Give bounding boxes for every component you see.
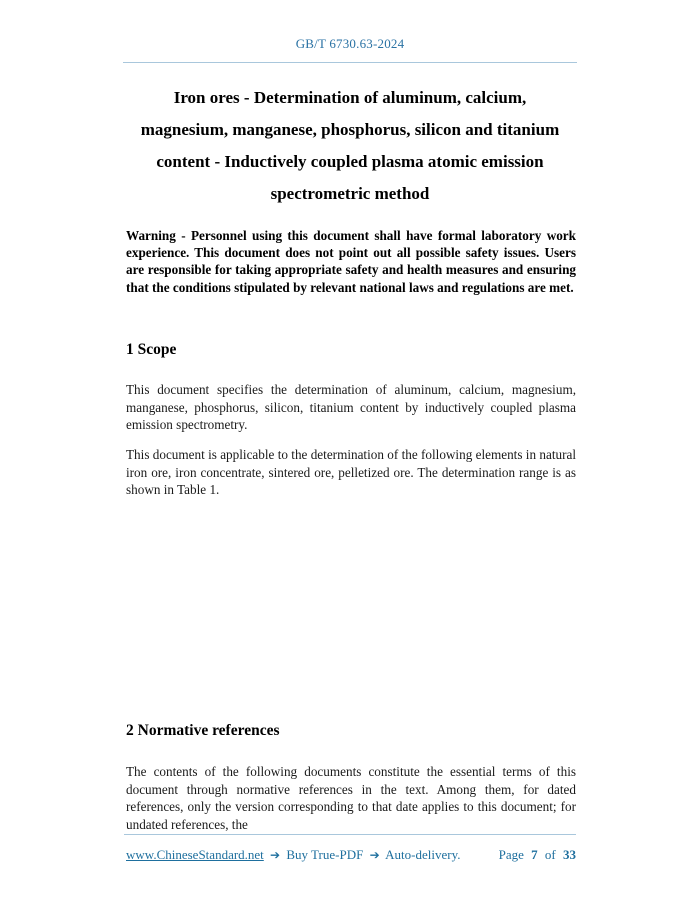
document-title-line-1: Iron ores - Determination of aluminum, calcium, bbox=[173, 88, 527, 107]
footer-delivery-text: Auto-delivery. bbox=[385, 847, 461, 862]
warning-paragraph: Warning - Personnel using this document shall have formal laboratory work experience. This document does not point out all possible safety issues. Users are responsible for taking appropriate safety and health measures and ensuring that the conditions stipulated by relevant national laws and regulations are met. bbox=[126, 228, 576, 295]
scope-paragraph-1: This document specifies the determination of aluminum, calcium, magnesium, manganese, phosphorus, silicon, titanium content by inductively coupled plasma emission spectrometry. bbox=[126, 382, 576, 433]
footer-page-current: 7 bbox=[531, 847, 538, 862]
document-title-line-4: spectrometric method bbox=[270, 184, 430, 203]
document-title-line-3: content - Inductively coupled plasma atomic emission bbox=[156, 152, 544, 171]
document-title bbox=[70, 82, 630, 210]
footer-rule bbox=[124, 834, 576, 835]
section-heading-normative-references: 2 Normative references bbox=[126, 722, 280, 739]
header-rule bbox=[123, 62, 577, 63]
footer-page-total: 33 bbox=[563, 847, 576, 862]
footer-of-label: of bbox=[544, 847, 556, 862]
normative-references-paragraph-1: The contents of the following documents constitute the essential terms of this document through normative references in the text. Among them, for dated references, only the version corresponding to that date applies to this document; for undated references, the bbox=[126, 764, 576, 832]
footer-website-link[interactable]: www.ChineseStandard.net bbox=[126, 847, 264, 862]
document-title-line-2: magnesium, manganese, phosphorus, silicon and titanium bbox=[140, 120, 560, 139]
footer-buy-text: Buy True-PDF bbox=[286, 847, 364, 862]
footer-left bbox=[126, 847, 461, 863]
footer-page-indicator bbox=[499, 847, 576, 863]
footer-page-label: Page bbox=[498, 847, 524, 862]
scope-paragraph-2: This document is applicable to the determination of the following elements in natural iron ore, iron concentrate, sintered ore, pelletized ore. The determination range is as shown in Table 1. bbox=[126, 447, 576, 498]
arrow-right-icon: ➔ bbox=[369, 848, 380, 862]
footer-bar bbox=[126, 847, 576, 863]
section-heading-scope: 1 Scope bbox=[126, 341, 177, 358]
arrow-right-icon: ➔ bbox=[270, 848, 281, 862]
header-doc-number: GB/T 6730.63-2024 bbox=[295, 36, 405, 51]
